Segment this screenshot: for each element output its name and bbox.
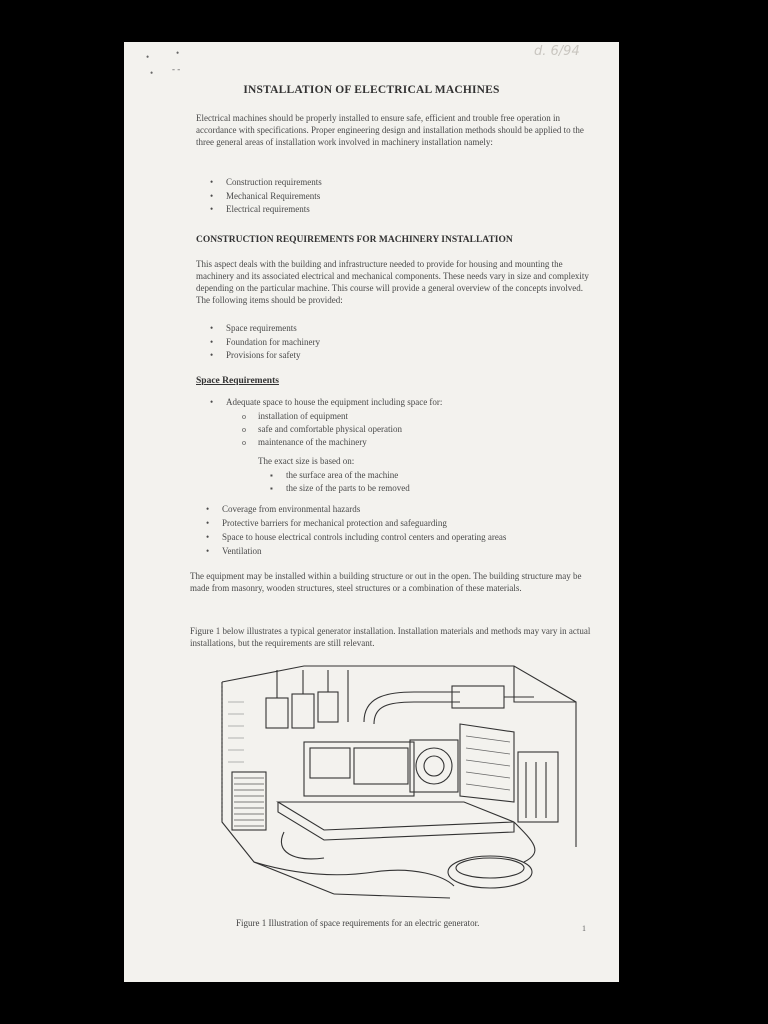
list-item: ▪ the surface area of the machine [270,470,399,480]
list-item: • Protective barriers for mechanical protection and safeguarding [206,518,447,528]
space-list [206,396,442,410]
figure-caption: Figure 1 Illustration of space requirements for an electric generator. [236,918,480,928]
list-item: • Electrical requirements [210,204,310,214]
building-paragraph: The equipment may be installed within a building structure or out in the open. The building structure may be made from masonry, wooden structures, steel structures or a combination of these materials. [190,571,582,593]
list-item: • Construction requirements [210,177,322,187]
list-item: o safe and comfortable physical operation [242,424,402,434]
generator-installation-illustration [214,662,584,912]
list-item: • Foundation for machinery [210,336,320,347]
figure-intro-paragraph: Figure 1 below illustrates a typical generator installation. Installation materials and methods may vary in actual installations, but the requirements are still relevant. [190,626,591,648]
size-label: The exact size is based on: [258,456,355,466]
areas-list [206,176,322,217]
provisions-list [206,322,320,363]
list-item: • Space requirements [210,323,297,333]
scan-mark: - - [172,64,181,74]
list-item: • Ventilation [206,546,262,556]
list-item: • Provisions for safety [210,350,301,360]
space-sublist [240,410,402,449]
scan-mark: • [150,68,154,78]
list-item: • Space to house electrical controls including control centers and operating areas [206,532,507,542]
list-item: o maintenance of the machinery [242,437,367,447]
section-paragraph: This aspect deals with the building and infrastructure needed to provide for housing and mounting the machinery and its associated electrical and mechanical components. These needs vary in size and complexity depending on the particular machine. This course will provide a general overview of the concepts involved. The following items should be provided: [196,259,589,305]
size-list [268,469,410,495]
page-title: INSTALLATION OF ELECTRICAL MACHINES [243,84,500,96]
list-item: o installation of equipment [242,411,348,421]
scan-mark: • [176,48,180,58]
section-heading: CONSTRUCTION REQUIREMENTS FOR MACHINERY INSTALLATION [196,235,513,245]
space-requirements-heading: Space Requirements [196,376,279,386]
intro-paragraph: Electrical machines should be properly installed to ensure safe, efficient and trouble free operation in accordance with specifications. Proper engineering design and installation methods should be applied to the three general areas of installation work involved in machinery installation namely: [196,113,584,147]
document-page [124,42,619,982]
scan-mark: • [146,52,150,62]
list-item: • Mechanical Requirements [210,190,321,201]
more-items-list [202,502,506,558]
page-number: 1 [582,924,586,933]
list-item: • Coverage from environmental hazards [206,504,361,514]
list-item: ▪ the size of the parts to be removed [270,483,410,493]
list-item: • Adequate space to house the equipment including space for: [210,397,443,407]
handwritten-note: d. 6/94 [534,44,580,59]
